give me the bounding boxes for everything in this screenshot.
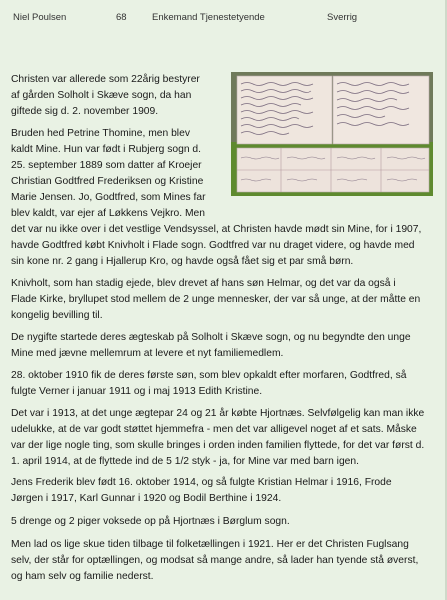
header-author: Niel Poulsen bbox=[13, 12, 67, 23]
document-photo-icon bbox=[231, 72, 433, 196]
paragraph-3: Knivholt, som han stadig ejede, blev drevet af hans søn Helmar, og det var da også i Flade Kirke, bryllupet stod mellem de 2 unge mennesker, der var så unge, at der måtte en kongelig bevilling til. bbox=[11, 278, 421, 321]
paragraph-2-continued: det var nu ikke over i det vestlige Vendsyssel, at Christen havde mødt sin Mine, for i 1907, havde Godtfred købt Knivholt i Flade sogn. Godtfred var nu draget videre, og havde med sin kone nr. 2 gang i Hjallerup Kro, og havde også fået sig et par små børn. bbox=[11, 224, 422, 267]
paragraph-2: Bruden hed Petrine Thomine, men blev kaldt Mine. Hun var født i Rubjerg sogn d. 25. september 1889 som datter af Kroejer Christian Godtfred Frederiksen og Kristine Marie Jensen. Jo, Godtfred, som Mines far blev kaldt, var ejer af Løkkens Vejkro. Men bbox=[11, 128, 206, 219]
paragraph-6: Det var i 1913, at det unge ægtepar 24 og 21 år købte Hjortnæs. Selvfølgelig kan man ikke udelukke, at de var godt støttet hjemmefra - men det var alligevel noget af et sats. Måske var der lige nogle ting, som skulle bringes i orden inden familien flyttede, for det var først d. 1. april 1914, at de flyttede ind de 5 1/2 styk - ja, for Mine var med barn igen. bbox=[11, 408, 425, 467]
header-page-number: 68 bbox=[116, 12, 127, 23]
church-record-photo bbox=[231, 72, 433, 196]
paragraph-9: Men lad os lige skue tiden tilbage til folketællingen i 1921. Her er det Christen Fuglsang selv, der står for optællingen, og modsat så mange andre, så lader han tyende stå øverst, og ham selv og familie nederst. bbox=[11, 539, 419, 582]
header-title: Enkemand Tjenestetyende bbox=[152, 12, 265, 23]
page-header bbox=[0, 0, 445, 26]
paragraph-1: Christen var allerede som 22årig bestyrer af gården Solholt i Skæve sogn, da han giftede sig d. 2. november 1909. bbox=[11, 74, 200, 117]
header-country: Sverrig bbox=[327, 12, 358, 23]
paragraph-5: 28. oktober 1910 fik de deres første søn, som blev opkaldt efter morfaren, Godtfred, så fulgte Verner i januar 1911 og i maj 1913 Edith Kristine. bbox=[11, 370, 407, 397]
paragraph-7: Jens Frederik blev født 16. oktober 1914, og så fulgte Kristian Helmar i 1916, Frode Jørgen i 1917, Karl Gunnar i 1920 og Bodil Berthine i 1924. bbox=[11, 477, 392, 504]
paragraph-4: De nygifte startede deres ægteskab på Solholt i Skæve sogn, og nu begyndte den unge Mine med jævne mellemrum at levere et nyt familiemedlem. bbox=[11, 332, 411, 359]
paragraph-8: 5 drenge og 2 piger voksede op på Hjortnæs i Børglum sogn. bbox=[11, 516, 290, 527]
